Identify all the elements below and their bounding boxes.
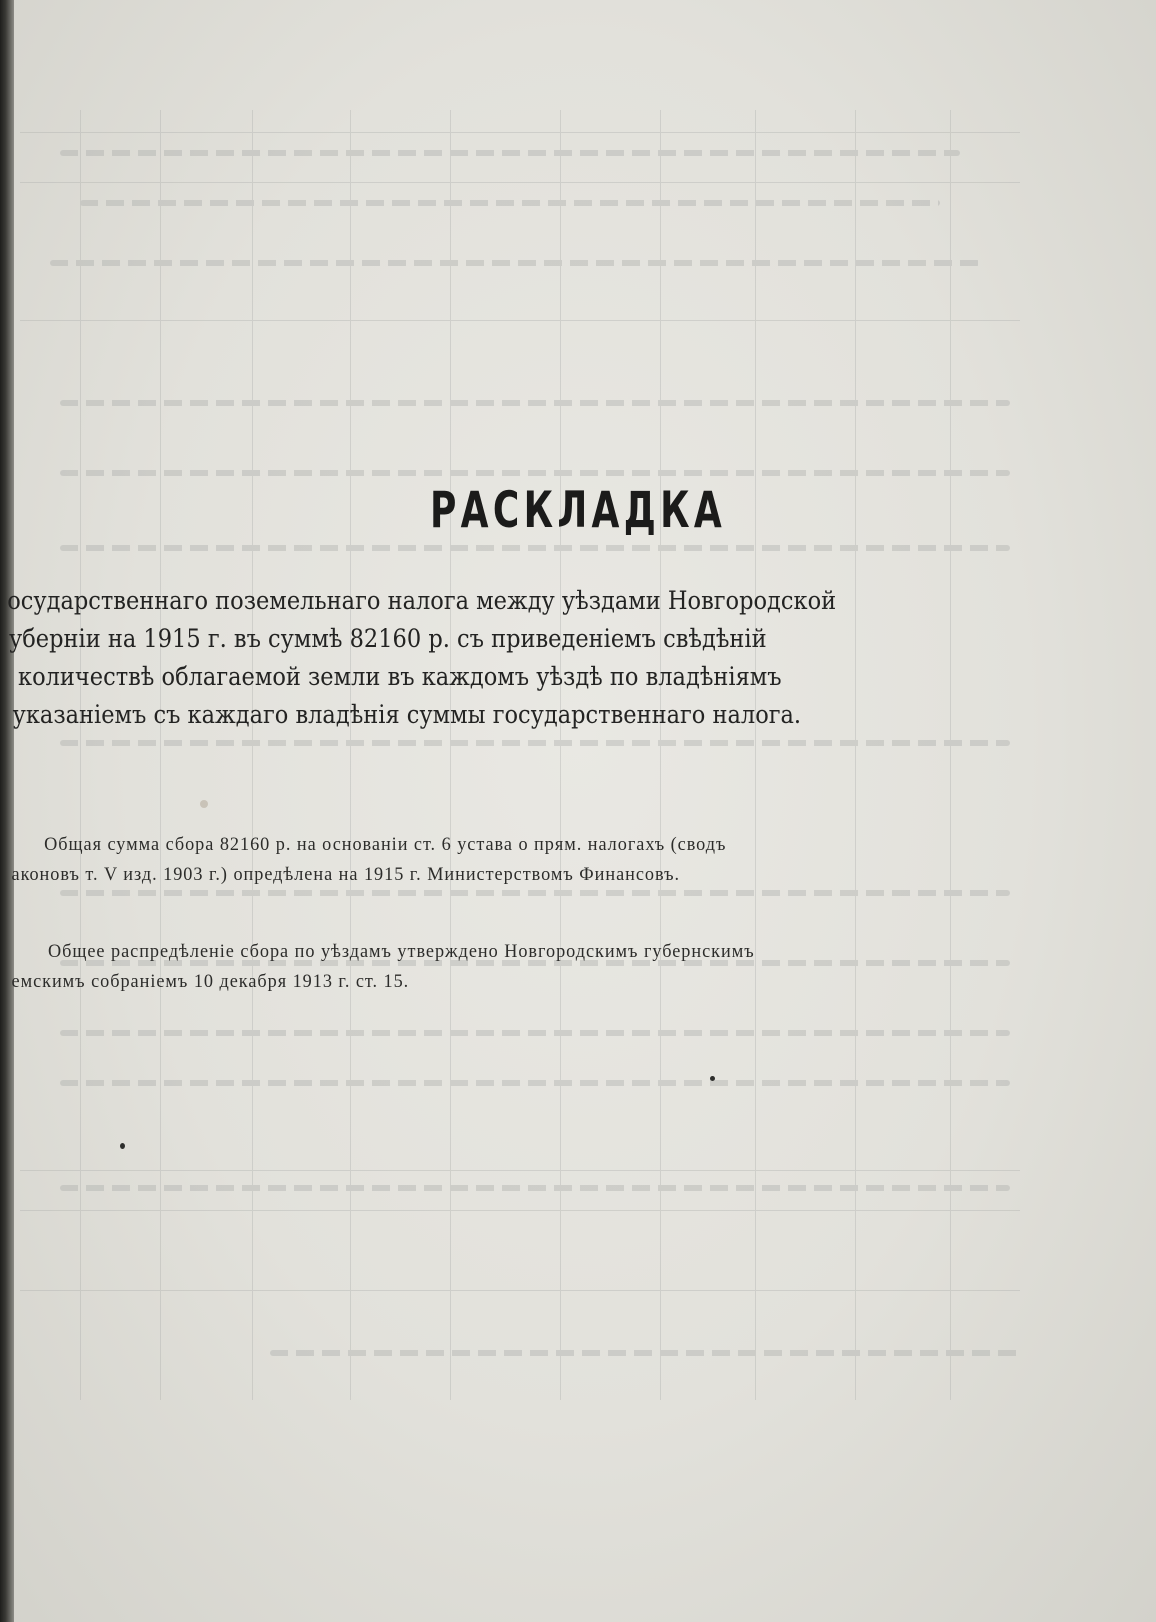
paragraph-line: емскимъ собраніемъ 10 декабря 1913 г. ст. 15. — [11, 971, 410, 992]
paragraph-line: Общее распредѣленіе сбора по уѣздамъ утверждено Новгородскимъ губернскимъ — [48, 941, 755, 962]
subtitle-line: осударственнаго поземельнаго налога между уѣздами Новгородской — [7, 586, 837, 615]
ink-speck — [710, 1076, 715, 1081]
book-binding-edge — [0, 0, 14, 1622]
subtitle-line: уберніи на 1915 г. въ суммѣ 82160 р. съ приведеніемъ свѣдѣній — [9, 624, 767, 653]
document-subtitle — [0, 582, 1156, 734]
ink-speck — [200, 800, 208, 808]
ink-speck — [120, 1143, 125, 1149]
subtitle-line: указаніемъ съ каждаго владѣнія суммы государственнаго налога. — [12, 700, 802, 729]
document-title: РАСКЛАДКА — [429, 481, 727, 539]
paragraph-total-sum — [0, 830, 1156, 890]
bleed-through-table — [20, 110, 1020, 1400]
subtitle-line: количествѣ облагаемой земли въ каждомъ уѣздѣ по владѣніямъ — [18, 662, 782, 691]
paragraph-distribution — [0, 937, 1156, 997]
paragraph-line: аконовъ т. V изд. 1903 г.) опредѣлена на 1915 г. Министерствомъ Финансовъ. — [11, 864, 681, 885]
paragraph-line: Общая сумма сбора 82160 р. на основаніи ст. 6 устава о прям. налогахъ (сводъ — [44, 834, 727, 855]
